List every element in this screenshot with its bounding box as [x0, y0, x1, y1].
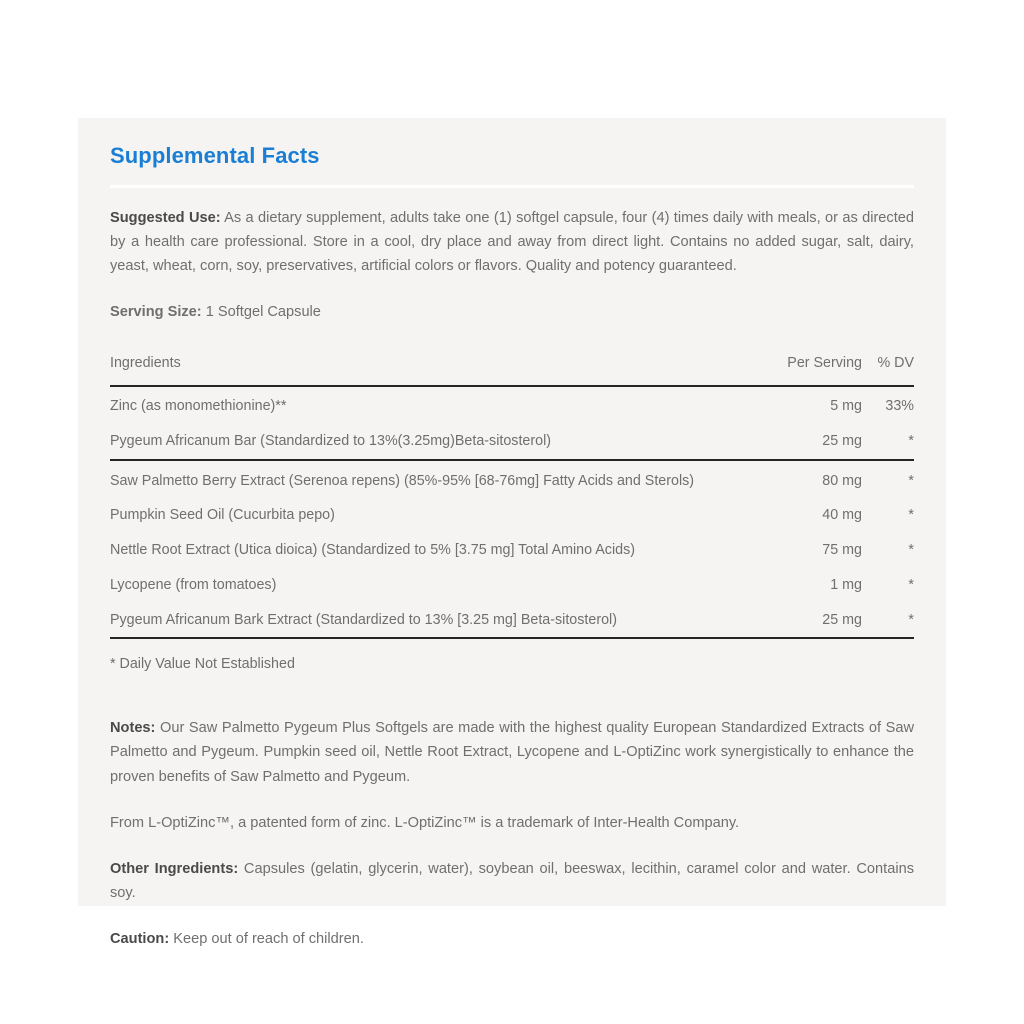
ingredient-dv: *: [908, 507, 914, 524]
ingredient-amount: 1 mg: [830, 576, 862, 593]
ingredient-name: Pygeum Africanum Bark Extract (Standardized to 13% [3.25 mg] Beta-sitosterol): [110, 611, 617, 628]
table-row: [110, 460, 914, 499]
daily-value-footnote: * Daily Value Not Established: [110, 656, 295, 673]
notes-paragraph: [110, 716, 914, 789]
trademark-paragraph: From L-OptiZinc™, a patented form of zinc. L-OptiZinc™ is a trademark of Inter-Health Company.: [110, 814, 740, 831]
ingredient-dv: *: [908, 542, 914, 559]
ingredient-amount: 25 mg: [822, 611, 862, 628]
header-percent-dv: % DV: [877, 355, 914, 372]
ingredient-amount: 75 mg: [822, 542, 862, 559]
serving-size-line: [110, 300, 914, 324]
ingredient-amount: 40 mg: [822, 507, 862, 524]
ingredient-name: Nettle Root Extract (Utica dioica) (Standardized to 5% [3.75 mg] Total Amino Acids): [110, 542, 635, 559]
table-row: [110, 603, 914, 638]
ingredient-name: Pumpkin Seed Oil (Cucurbita pepo): [110, 507, 335, 524]
table-header-row: [110, 346, 914, 386]
ingredient-name: Saw Palmetto Berry Extract (Serenoa repens) (85%-95% [68-76mg] Fatty Acids and Sterols): [110, 472, 695, 489]
other-ingredients-paragraph: [110, 857, 914, 905]
title-divider: [110, 185, 914, 188]
header-per-serving: Per Serving: [787, 355, 862, 372]
ingredient-name: Pygeum Africanum Bar (Standardized to 13%(3.25mg)Beta-sitosterol): [110, 432, 552, 449]
ingredient-amount: 80 mg: [822, 472, 862, 489]
serving-size-value: 1 Softgel Capsule: [201, 304, 321, 321]
table-row: [110, 498, 914, 533]
table-row: [110, 568, 914, 603]
serving-size-label: Serving Size:: [110, 304, 202, 321]
ingredient-dv: 33%: [885, 398, 914, 415]
table-row: [110, 533, 914, 568]
notes-section: [110, 716, 914, 952]
ingredient-dv: *: [908, 472, 914, 489]
ingredient-amount: 25 mg: [822, 432, 862, 449]
caution-paragraph: [110, 927, 914, 951]
caution-label: Caution:: [110, 931, 170, 948]
table-row: [110, 386, 914, 424]
table-row: [110, 424, 914, 460]
table-bottom-rule: [110, 637, 914, 639]
ingredient-name: Lycopene (from tomatoes): [110, 576, 277, 593]
supplemental-facts-panel: [78, 118, 946, 948]
ingredient-dv: *: [908, 432, 914, 449]
ingredient-group-secondary: [110, 460, 914, 638]
ingredient-dv: *: [908, 611, 914, 628]
page-title: Supplemental Facts: [110, 143, 320, 168]
other-ingredients-text: Capsules (gelatin, glycerin, water), soybean oil, beeswax, lecithin, caramel color and water. Contains soy.: [110, 860, 914, 902]
supplement-facts-table: [110, 346, 914, 637]
suggested-use-label: Suggested Use:: [110, 209, 221, 226]
suggested-use-paragraph: [110, 206, 914, 279]
other-ingredients-label: Other Ingredients:: [110, 860, 239, 877]
notes-text: Our Saw Palmetto Pygeum Plus Softgels are made with the highest quality European Standardized Extracts of Saw Palmetto and Pygeum. Pumpkin seed oil, Nettle Root Extract, Lycopene and L-OptiZinc work synergistically to enhance the proven benefits of Saw Palmetto and Pygeum.: [110, 720, 914, 785]
ingredient-group-primary: [110, 386, 914, 459]
table-header: [110, 346, 914, 386]
caution-text: Keep out of reach of children.: [169, 931, 364, 948]
suggested-use-text: As a dietary supplement, adults take one (1) softgel capsule, four (4) times daily with meals, or as directed by a health care professional. Store in a cool, dry place and away from direct light. Contains no added sugar, salt, dairy, yeast, wheat, corn, soy, preservatives, artificial colors or flavors. Quality and potency guaranteed.: [110, 209, 915, 275]
header-ingredients: Ingredients: [110, 355, 181, 372]
ingredient-dv: *: [908, 576, 914, 593]
ingredient-amount: 5 mg: [830, 398, 862, 415]
ingredient-name: Zinc (as monomethionine)**: [110, 398, 287, 415]
notes-label: Notes:: [110, 720, 156, 737]
